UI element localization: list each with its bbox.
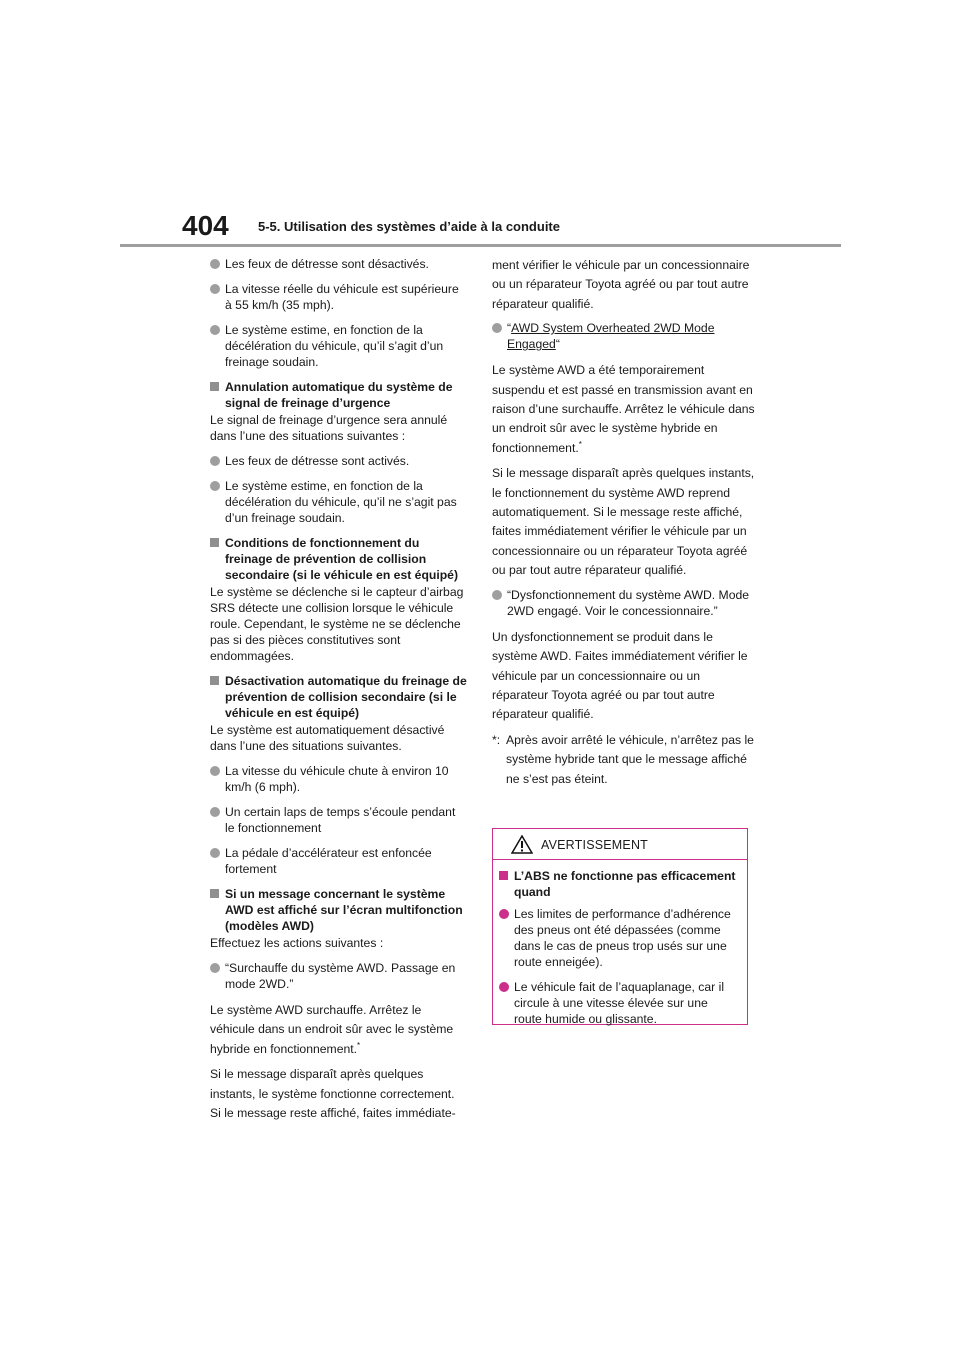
section-title: 5-5. Utilisation des systèmes d’aide à la conduite [258, 219, 560, 234]
paragraph-cancel-conditions: Le signal de freinage d’urgence sera annulé dans l’une des situations suivantes : [210, 413, 448, 443]
bullet-sudden-braking: Le système estime, en fonction de la décélération du véhicule, qu’il s’agit d’un freinage soudain. [210, 322, 468, 370]
paragraph-message-disappears: Si le message disparaît après quelques instants, le système fonctionne correctement. Si le message reste affiché, faites immédiate- [210, 1067, 456, 1121]
paragraph-malfunction: Un dysfonctionnement se produit dans le système AWD. Faites immédiatement vérifier le véhicule par un concessionnaire ou un réparateur Toyota agréé ou par tout autre réparateur qualifié. [492, 629, 748, 722]
warning-triangle-icon [511, 835, 533, 854]
bullet-time-elapsed: Un certain laps de temps s’écoule pendant le fonctionnement [210, 804, 468, 836]
heading-auto-deactivation: Désactivation automatique du freinage de prévention de collision secondaire (si le véhicule en est équipé) [210, 673, 468, 721]
paragraph-awd-resumes: Si le message disparaît après quelques instants, le fonctionnement du système AWD reprend automatiquement. Si le message reste affiché, faites immédiatement vérifier le véhicule par un concessionnaire ou un réparateur Toyota agréé ou par tout autre réparateur qualifié. [492, 466, 755, 578]
bullet-speed-drop: La vitesse du véhicule chute à environ 10 km/h (6 mph). [210, 763, 468, 795]
warning-header [493, 829, 747, 860]
paragraph-continued: ment vérifier le véhicule par un concessionnaire ou un réparateur Toyota agréé ou par tout autre réparateur qualifié. [492, 258, 750, 311]
page-number: 404 [182, 210, 229, 241]
paragraph-awd-overheat-text: Le système AWD surchauffe. Arrêtez le véhicule dans un endroit sûr avec le système hybride en fonctionnement. [210, 1003, 454, 1056]
awd-overheat-link[interactable]: AWD System Overheated 2WD Mode Engaged [507, 321, 715, 352]
quote-close: “ [555, 337, 560, 352]
quote-open: “ [507, 321, 512, 336]
warning-bullet-aquaplaning: Le véhicule fait de l’aquaplanage, car il circule à une vitesse élevée sur une route humide ou glissante. [499, 979, 737, 1027]
paragraph-awd-overheat [210, 1001, 468, 1059]
warning-title: AVERTISSEMENT [541, 838, 649, 852]
warning-bullet-tyres: Les limites de performance d’adhérence des pneus ont été dépassées (comme dans le cas de pneus trop usés sur une route enneigée). [499, 906, 737, 970]
warning-heading: L’ABS ne fonctionne pas efficacement quand [499, 868, 737, 900]
bullet-speed-above: La vitesse réelle du véhicule est supérieure à 55 km/h (35 mph). [210, 281, 468, 313]
header-rule [120, 244, 841, 247]
footnote-text: Après avoir arrêté le véhicule, n’arrêtez pas le système hybride tant que le message affiché ne s’est pas éteint. [506, 732, 754, 786]
bullet-awd-overheat-en [492, 320, 758, 352]
paragraph-actions: Effectuez les actions suivantes : [210, 936, 384, 950]
bullet-hazard-on: Les feux de détresse sont activés. [210, 453, 468, 469]
paragraph-awd-suspended [492, 361, 758, 458]
paragraph-awd-suspended-text: Le système AWD a été temporairement suspendu et est passé en transmission avant en raison d’une surchauffe. Arrêtez le véhicule dans un endroit sûr avec le système hybride en fonctionnement. [492, 363, 755, 455]
right-column [492, 256, 758, 789]
warning-body [493, 860, 747, 1027]
bullet-hazard-off: Les feux de détresse sont désactivés. [210, 256, 468, 272]
warning-box [492, 828, 748, 1025]
left-column [210, 256, 468, 1129]
bullet-not-sudden: Le système estime, en fonction de la décélération du véhicule, qu’il ne s’agit pas d’un freinage soudain. [210, 478, 468, 526]
heading-awd-message: Si un message concernant le système AWD est affiché sur l’écran multifonction (modèles AWD) [210, 886, 468, 934]
footnote-ref: * [357, 1040, 361, 1050]
paragraph-srs-trigger: Le système se déclenche si le capteur d’airbag SRS détecte une collision lorsque le véhicule roule. Cependant, le système ne se déclenche pas si des pièces constitutives sont endommagées. [210, 585, 464, 663]
paragraph-deactivation: Le système est automatiquement désactivé dans l’une des situations suivantes. [210, 723, 445, 753]
bullet-awd-overheat-fr: “Surchauffe du système AWD. Passage en mode 2WD.” [210, 960, 468, 992]
heading-operating-conditions: Conditions de fonctionnement du freinage de prévention de collision secondaire (si le véhicule en est équipé) [210, 535, 468, 583]
bullet-awd-malfunction: “Dysfonctionnement du système AWD. Mode 2WD engagé. Voir le concessionnaire.” [492, 587, 758, 619]
heading-auto-cancel: Annulation automatique du système de signal de freinage d’urgence [210, 379, 468, 411]
footnote-mark: *: [492, 732, 501, 747]
footnote [492, 731, 758, 789]
bullet-accelerator: La pédale d’accélérateur est enfoncée fortement [210, 845, 468, 877]
footnote-ref: * [578, 439, 582, 449]
